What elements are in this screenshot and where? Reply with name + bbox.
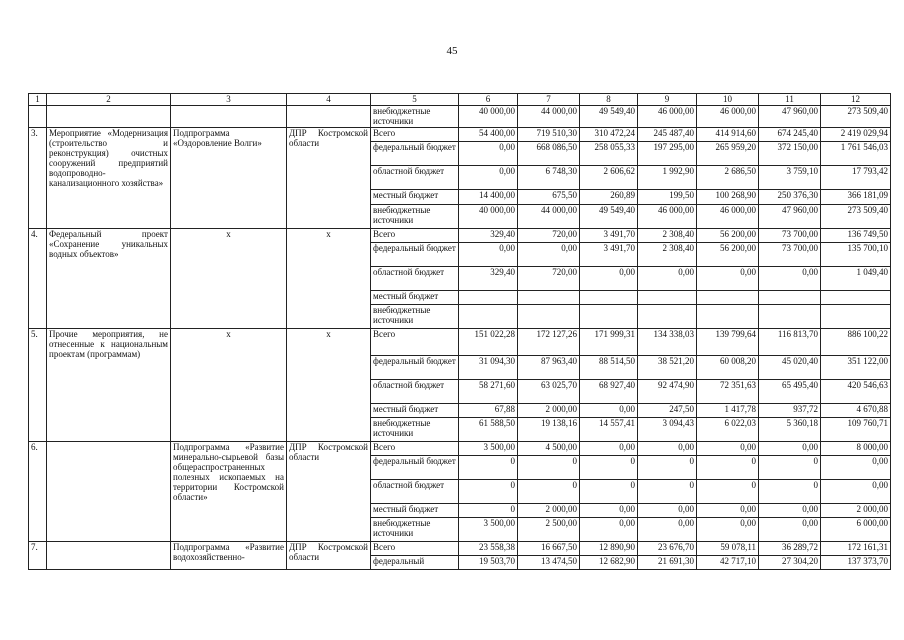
funding-source-cell: федеральный бюджет — [371, 243, 459, 267]
amount-cell: 5 360,18 — [759, 418, 821, 442]
amount-cell: 47 960,00 — [759, 205, 821, 229]
amount-cell: 351 122,00 — [821, 356, 891, 380]
subprogram-cell: х — [171, 329, 287, 442]
amount-cell: 0 — [459, 504, 518, 518]
amount-cell: 109 760,71 — [821, 418, 891, 442]
amount-cell: 0,00 — [580, 404, 638, 418]
executor-cell — [287, 106, 371, 128]
amount-cell: 273 509,40 — [821, 205, 891, 229]
amount-cell: 0 — [518, 456, 580, 480]
amount-cell: 19 138,16 — [518, 418, 580, 442]
amount-cell: 63 025,70 — [518, 380, 580, 404]
amount-cell: 14 400,00 — [459, 190, 518, 205]
header-row — [29, 94, 891, 106]
amount-cell: 0,00 — [580, 504, 638, 518]
amount-cell: 372 150,00 — [759, 142, 821, 166]
amount-cell: 73 700,00 — [759, 229, 821, 243]
amount-cell: 265 959,20 — [697, 142, 759, 166]
amount-cell: 719 510,30 — [518, 128, 580, 142]
amount-cell: 0,00 — [759, 504, 821, 518]
amount-cell: 100 268,90 — [697, 190, 759, 205]
amount-cell — [638, 291, 697, 305]
row-number-cell — [29, 106, 47, 128]
event-name-cell — [47, 442, 171, 542]
amount-cell — [459, 291, 518, 305]
table-row — [29, 106, 891, 128]
amount-cell: 0,00 — [759, 442, 821, 456]
header-cell: 8 — [580, 94, 638, 106]
row-number-cell: 4. — [29, 229, 47, 329]
funding-source-cell: Всего — [371, 442, 459, 456]
amount-cell: 116 813,70 — [759, 329, 821, 356]
amount-cell: 0 — [459, 456, 518, 480]
amount-cell: 65 495,40 — [759, 380, 821, 404]
amount-cell — [821, 291, 891, 305]
amount-cell: 14 557,41 — [580, 418, 638, 442]
amount-cell: 0,00 — [759, 518, 821, 542]
amount-cell: 2 308,40 — [638, 243, 697, 267]
amount-cell: 1 992,90 — [638, 166, 697, 190]
funding-source-cell: внебюджетные источники — [371, 205, 459, 229]
amount-cell: 137 373,70 — [821, 556, 891, 570]
amount-cell — [518, 305, 580, 329]
amount-cell: 0 — [697, 480, 759, 504]
subprogram-cell: Подпрограмма «Развитие минерально-сырьевой базы общераспространенных полезных ископаемых на территории Костромской области» — [171, 442, 287, 542]
amount-cell: 720,00 — [518, 229, 580, 243]
amount-cell: 36 289,72 — [759, 542, 821, 556]
amount-cell: 0,00 — [638, 267, 697, 291]
amount-cell: 151 022,28 — [459, 329, 518, 356]
executor-cell: х — [287, 329, 371, 442]
amount-cell: 68 927,40 — [580, 380, 638, 404]
header-cell: 6 — [459, 94, 518, 106]
amount-cell: 0 — [580, 480, 638, 504]
amount-cell: 329,40 — [459, 267, 518, 291]
funding-source-cell: Всего — [371, 229, 459, 243]
event-name-cell: Прочие мероприятия, не отнесенные к национальным проектам (программам) — [47, 329, 171, 442]
funding-source-cell: внебюджетные источники — [371, 106, 459, 128]
amount-cell: 6 748,30 — [518, 166, 580, 190]
funding-source-cell: местный бюджет — [371, 190, 459, 205]
amount-cell: 0,00 — [638, 518, 697, 542]
amount-cell: 54 400,00 — [459, 128, 518, 142]
amount-cell: 1 417,78 — [697, 404, 759, 418]
amount-cell: 0,00 — [459, 243, 518, 267]
amount-cell: 13 474,50 — [518, 556, 580, 570]
executor-cell: х — [287, 229, 371, 329]
header-cell: 2 — [47, 94, 171, 106]
amount-cell: 0,00 — [459, 142, 518, 166]
amount-cell: 0,00 — [638, 442, 697, 456]
amount-cell: 197 295,00 — [638, 142, 697, 166]
amount-cell: 329,40 — [459, 229, 518, 243]
funding-source-cell: областной бюджет — [371, 380, 459, 404]
amount-cell: 2 606,62 — [580, 166, 638, 190]
amount-cell: 8 000,00 — [821, 442, 891, 456]
amount-cell: 38 521,20 — [638, 356, 697, 380]
amount-cell: 58 271,60 — [459, 380, 518, 404]
amount-cell: 46 000,00 — [697, 106, 759, 128]
funding-source-cell: Всего — [371, 128, 459, 142]
funding-source-cell: местный бюджет — [371, 504, 459, 518]
table-row — [29, 442, 891, 456]
amount-cell: 674 245,40 — [759, 128, 821, 142]
event-name-cell — [47, 542, 171, 570]
amount-cell: 3 491,70 — [580, 229, 638, 243]
amount-cell: 0 — [638, 456, 697, 480]
amount-cell: 3 500,00 — [459, 442, 518, 456]
amount-cell: 0 — [697, 456, 759, 480]
header-cell: 4 — [287, 94, 371, 106]
amount-cell: 2 500,00 — [518, 518, 580, 542]
amount-cell: 0,00 — [697, 504, 759, 518]
amount-cell — [580, 291, 638, 305]
row-number-cell: 7. — [29, 542, 47, 570]
funding-source-cell: внебюджетные источники — [371, 418, 459, 442]
amount-cell: 258 055,33 — [580, 142, 638, 166]
amount-cell: 0 — [638, 480, 697, 504]
amount-cell: 0 — [759, 456, 821, 480]
amount-cell: 245 487,40 — [638, 128, 697, 142]
amount-cell: 2 308,40 — [638, 229, 697, 243]
amount-cell: 199,50 — [638, 190, 697, 205]
amount-cell: 87 963,40 — [518, 356, 580, 380]
amount-cell: 92 474,90 — [638, 380, 697, 404]
header-cell: 10 — [697, 94, 759, 106]
amount-cell: 0,00 — [697, 442, 759, 456]
amount-cell: 172 161,31 — [821, 542, 891, 556]
amount-cell: 0,00 — [697, 518, 759, 542]
page-number: 45 — [446, 45, 458, 57]
amount-cell: 668 086,50 — [518, 142, 580, 166]
amount-cell: 420 546,63 — [821, 380, 891, 404]
header-cell: 12 — [821, 94, 891, 106]
amount-cell: 16 667,50 — [518, 542, 580, 556]
amount-cell: 2 686,50 — [697, 166, 759, 190]
funding-source-cell: областной бюджет — [371, 166, 459, 190]
amount-cell: 49 549,40 — [580, 106, 638, 128]
budget-table — [28, 93, 891, 570]
amount-cell: 19 503,70 — [459, 556, 518, 570]
amount-cell: 172 127,26 — [518, 329, 580, 356]
amount-cell: 0,00 — [580, 442, 638, 456]
amount-cell: 0 — [459, 480, 518, 504]
event-name-cell — [47, 106, 171, 128]
amount-cell: 12 890,90 — [580, 542, 638, 556]
event-name-cell: Мероприятие «Модернизация (строительство и реконструкция) очистных сооружений предприятий водопроводно-канализационного хозяйства» — [47, 128, 171, 229]
amount-cell: 17 793,42 — [821, 166, 891, 190]
executor-cell: ДПР Костромской области — [287, 128, 371, 229]
amount-cell: 937,72 — [759, 404, 821, 418]
amount-cell: 40 000,00 — [459, 106, 518, 128]
amount-cell: 27 304,20 — [759, 556, 821, 570]
amount-cell: 0 — [518, 480, 580, 504]
amount-cell: 72 351,63 — [697, 380, 759, 404]
row-number-cell: 5. — [29, 329, 47, 442]
amount-cell: 720,00 — [518, 267, 580, 291]
amount-cell: 6 022,03 — [697, 418, 759, 442]
subprogram-cell — [171, 106, 287, 128]
amount-cell: 675,50 — [518, 190, 580, 205]
amount-cell: 47 960,00 — [759, 106, 821, 128]
amount-cell: 0 — [759, 480, 821, 504]
amount-cell: 60 008,20 — [697, 356, 759, 380]
amount-cell: 0,00 — [697, 267, 759, 291]
funding-source-cell: местный бюджет — [371, 291, 459, 305]
amount-cell: 0,00 — [821, 480, 891, 504]
header-cell: 7 — [518, 94, 580, 106]
amount-cell — [821, 305, 891, 329]
amount-cell: 273 509,40 — [821, 106, 891, 128]
amount-cell: 45 020,40 — [759, 356, 821, 380]
header-cell: 5 — [371, 94, 459, 106]
table-row — [29, 229, 891, 243]
header-cell: 1 — [29, 94, 47, 106]
amount-cell: 260,89 — [580, 190, 638, 205]
table-row — [29, 128, 891, 142]
amount-cell: 4 670,88 — [821, 404, 891, 418]
amount-cell: 42 717,10 — [697, 556, 759, 570]
funding-source-cell: областной бюджет — [371, 480, 459, 504]
amount-cell: 0,00 — [759, 267, 821, 291]
amount-cell: 0,00 — [580, 267, 638, 291]
amount-cell: 21 691,30 — [638, 556, 697, 570]
amount-cell — [759, 291, 821, 305]
amount-cell — [697, 305, 759, 329]
amount-cell: 49 549,40 — [580, 205, 638, 229]
amount-cell: 67,88 — [459, 404, 518, 418]
amount-cell — [638, 305, 697, 329]
amount-cell: 56 200,00 — [697, 229, 759, 243]
funding-source-cell: местный бюджет — [371, 404, 459, 418]
amount-cell: 0,00 — [638, 504, 697, 518]
amount-cell: 0,00 — [821, 456, 891, 480]
amount-cell: 46 000,00 — [638, 205, 697, 229]
amount-cell: 414 914,60 — [697, 128, 759, 142]
amount-cell: 40 000,00 — [459, 205, 518, 229]
table-row — [29, 329, 891, 356]
amount-cell: 2 000,00 — [518, 504, 580, 518]
amount-cell: 0,00 — [518, 243, 580, 267]
amount-cell: 2 419 029,94 — [821, 128, 891, 142]
amount-cell: 73 700,00 — [759, 243, 821, 267]
amount-cell: 23 676,70 — [638, 542, 697, 556]
event-name-cell: Федеральный проект «Сохранение уникальных водных объектов» — [47, 229, 171, 329]
amount-cell — [580, 305, 638, 329]
subprogram-cell: Подпрограмма «Оздоровление Волги» — [171, 128, 287, 229]
amount-cell — [759, 305, 821, 329]
funding-source-cell: Всего — [371, 542, 459, 556]
amount-cell: 56 200,00 — [697, 243, 759, 267]
amount-cell: 46 000,00 — [697, 205, 759, 229]
amount-cell: 171 999,31 — [580, 329, 638, 356]
row-number-cell: 6. — [29, 442, 47, 542]
amount-cell: 366 181,09 — [821, 190, 891, 205]
amount-cell: 12 682,90 — [580, 556, 638, 570]
amount-cell: 0,00 — [459, 166, 518, 190]
subprogram-cell: х — [171, 229, 287, 329]
funding-source-cell: внебюджетные источники — [371, 305, 459, 329]
amount-cell: 46 000,00 — [638, 106, 697, 128]
funding-source-cell: федеральный бюджет — [371, 456, 459, 480]
amount-cell: 3 500,00 — [459, 518, 518, 542]
amount-cell — [459, 305, 518, 329]
subprogram-cell: Подпрограмма «Развитие водохозяйственно- — [171, 542, 287, 570]
amount-cell: 3 491,70 — [580, 243, 638, 267]
funding-source-cell: областной бюджет — [371, 267, 459, 291]
amount-cell: 6 000,00 — [821, 518, 891, 542]
funding-source-cell: федеральный бюджет — [371, 142, 459, 166]
amount-cell: 44 000,00 — [518, 205, 580, 229]
amount-cell: 136 749,50 — [821, 229, 891, 243]
amount-cell: 0,00 — [580, 518, 638, 542]
amount-cell: 3 759,10 — [759, 166, 821, 190]
row-number-cell: 3. — [29, 128, 47, 229]
amount-cell: 2 000,00 — [821, 504, 891, 518]
amount-cell: 61 588,50 — [459, 418, 518, 442]
amount-cell: 4 500,00 — [518, 442, 580, 456]
amount-cell — [518, 291, 580, 305]
amount-cell: 1 761 546,03 — [821, 142, 891, 166]
header-cell: 3 — [171, 94, 287, 106]
amount-cell: 2 000,00 — [518, 404, 580, 418]
executor-cell: ДПР Костромской области — [287, 442, 371, 542]
amount-cell: 0 — [580, 456, 638, 480]
amount-cell: 134 338,03 — [638, 329, 697, 356]
amount-cell: 59 078,11 — [697, 542, 759, 556]
amount-cell: 250 376,30 — [759, 190, 821, 205]
table-row — [29, 542, 891, 556]
amount-cell — [697, 291, 759, 305]
funding-source-cell: федеральный бюджет — [371, 356, 459, 380]
header-cell: 9 — [638, 94, 697, 106]
amount-cell: 23 558,38 — [459, 542, 518, 556]
funding-source-cell: федеральный — [371, 556, 459, 570]
funding-source-cell: Всего — [371, 329, 459, 356]
amount-cell: 44 000,00 — [518, 106, 580, 128]
amount-cell: 88 514,50 — [580, 356, 638, 380]
amount-cell: 135 700,10 — [821, 243, 891, 267]
funding-source-cell: внебюджетные источники — [371, 518, 459, 542]
amount-cell: 31 094,30 — [459, 356, 518, 380]
amount-cell: 1 049,40 — [821, 267, 891, 291]
amount-cell: 3 094,43 — [638, 418, 697, 442]
amount-cell: 139 799,64 — [697, 329, 759, 356]
header-cell: 11 — [759, 94, 821, 106]
amount-cell: 310 472,24 — [580, 128, 638, 142]
amount-cell: 247,50 — [638, 404, 697, 418]
amount-cell: 886 100,22 — [821, 329, 891, 356]
executor-cell: ДПР Костромской области — [287, 542, 371, 570]
